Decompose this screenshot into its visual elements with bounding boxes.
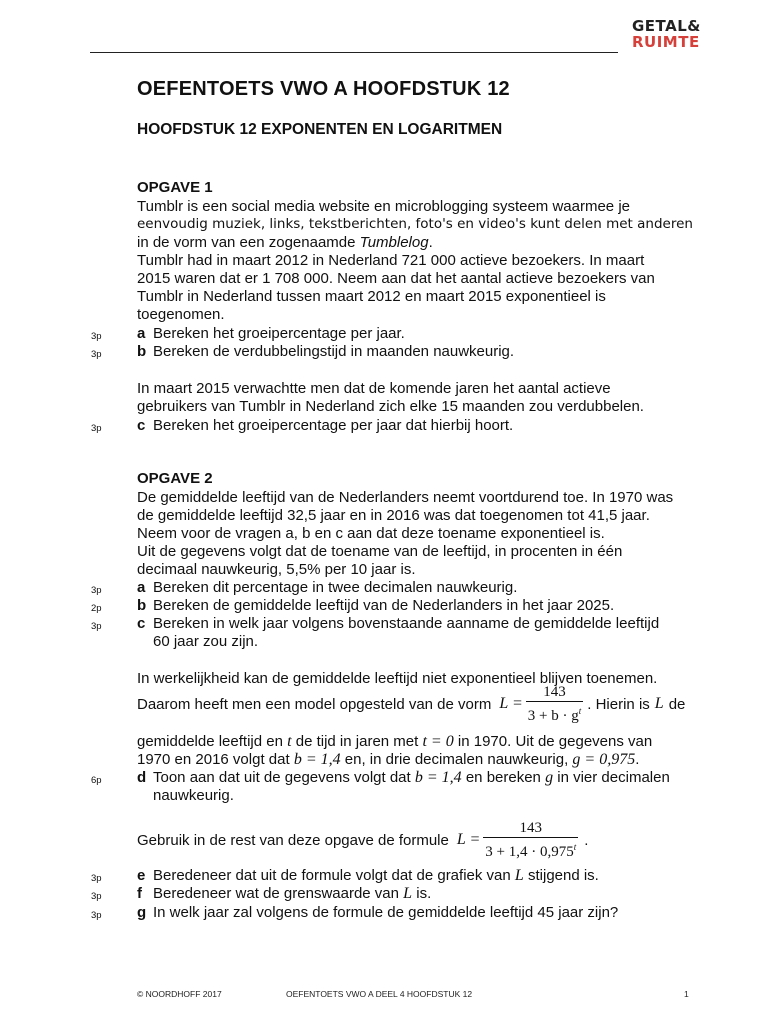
opgave1-text-line: toegenomen. [137,306,225,323]
formula-lhs: L = [499,695,523,712]
points-label: 3p [91,873,102,884]
page-number: 1 [684,989,689,999]
question-letter: g [137,904,147,921]
footer-document: OEFENTOETS VWO A DEEL 4 HOOFDSTUK 12 [286,989,473,999]
question-letter: b [137,597,147,614]
logo-line-1: GETAL& [632,17,701,35]
header-rule [90,52,618,53]
logo-line-2: RUIMTE [632,33,700,51]
opgave2-heading: OPGAVE 2 [137,470,213,487]
opgave2-text-line: de gemiddelde leeftijd 32,5 jaar en in 2016 was dat toegenomen tot 41,5 jaar. [137,507,650,524]
model-formula-line: Daarom heeft men een model opgesteld van de vorm L = $\frac{143}{3 + b \cdot g^t}$ . Hierin is L de [137,684,686,724]
points-label: 3p [91,331,102,342]
getal-ruimte-logo [632,18,701,50]
opgave1-text-line: 2015 waren dat er 1 708 000. Neem aan dat het aantal actieve bezoekers van [137,270,655,287]
question-letter: b [137,343,147,360]
opgave1-text-line: In maart 2015 verwachtte men dat de komende jaren het aantal actieve [137,380,611,397]
points-label: 6p [91,775,102,786]
question-text: In welk jaar zal volgens de formule de gemiddelde leeftijd 45 jaar zijn? [153,904,619,921]
question-letter: f [137,885,142,902]
opgave1-text-line: in de vorm van een zogenaamde Tumblelog. [137,234,433,251]
use-formula-line: Gebruik in de rest van deze opgave de formule L = $\frac{143}{3 + 1,4 \cdot 0,975^t}$ . [137,820,589,860]
opgave1-text-line: gebruikers van Tumblr in Nederland zich elke 15 maanden zou verdubbelen. [137,398,644,415]
opgave1-text-line: Tumblr in Nederland tussen maart 2012 en maart 2015 exponentieel is [137,288,606,305]
opgave1-text-line: Tumblr had in maart 2012 in Nederland 721 000 actieve bezoekers. In maart [137,252,645,269]
page-title: OEFENTOETS VWO A HOOFDSTUK 12 [137,78,510,100]
question-letter: e [137,867,146,884]
opgave1-text-line: Tumblr is een social media website en microblogging systeem waarmee je [137,198,630,215]
question-letter: d [137,769,147,786]
question-letter: a [137,579,146,596]
points-label: 3p [91,585,102,596]
question-letter: c [137,417,146,434]
points-label: 2p [91,603,102,614]
points-label: 3p [91,910,102,921]
points-label: 3p [91,423,102,434]
question-text: Bereken in welk jaar volgens bovenstaande aanname de gemiddelde leeftijd [153,615,660,632]
question-text: Toon aan dat uit de gegevens volgt dat b = 1,4 en bereken g in vier decimalen [153,769,670,786]
opgave2-text-line: decimaal nauwkeurig, 5,5% per 10 jaar is. [137,561,416,578]
opgave2-text-line: 1970 en 2016 volgt dat b = 1,4 en, in drie decimalen nauwkeurig, g = 0,975. [137,751,640,768]
page-subtitle: HOOFDSTUK 12 EXPONENTEN EN LOGARITMEN [137,121,503,138]
opgave2-text-line: In werkelijkheid kan de gemiddelde leeftijd niet exponentieel blijven toenemen. [137,670,658,687]
question-text: nauwkeurig. [153,787,234,804]
points-label: 3p [91,891,102,902]
question-text: Bereken het groeipercentage per jaar dat hierbij hoort. [153,417,514,434]
points-label: 3p [91,349,102,360]
points-label: 3p [91,621,102,632]
opgave2-text-line: Neem voor de vragen a, b en c aan dat deze toename exponentieel is. [137,525,605,542]
question-letter: a [137,325,146,342]
question-text: Bereken dit percentage in twee decimalen nauwkeurig. [153,579,518,596]
question-text: Bereken de gemiddelde leeftijd van de Nederlanders in het jaar 2025. [153,597,615,614]
question-text: 60 jaar zou zijn. [153,633,259,650]
footer-copyright: © NOORDHOFF 2017 [137,989,222,999]
use-formula-fraction: $\frac{143}{3 + 1,4 \cdot 0,975^t}$ [485,820,577,860]
question-text: Bereken de verdubbelingstijd in maanden nauwkeurig. [153,343,515,360]
model-formula-fraction: $\frac{143}{3 + b \cdot g^t}$ [527,684,582,724]
question-text: Bereken het groeipercentage per jaar. [153,325,405,342]
opgave2-text-line: Uit de gegevens volgt dat de toename van de leeftijd, in procenten in één [137,543,623,560]
question-text: Beredeneer dat uit de formule volgt dat de grafiek van L stijgend is. [153,867,599,884]
question-text: Beredeneer wat de grenswaarde van L is. [153,885,432,902]
question-letter: c [137,615,146,632]
opgave1-text-line: eenvoudig muziek, links, tekstberichten, foto's en video's kunt delen met anderen [137,216,693,232]
opgave2-text-line: gemiddelde leeftijd en t de tijd in jaren met t = 0 in 1970. Uit de gegevens van [137,733,653,750]
opgave1-heading: OPGAVE 1 [137,179,213,196]
opgave2-text-line: De gemiddelde leeftijd van de Nederlanders neemt voortdurend toe. In 1970 was [137,489,674,506]
